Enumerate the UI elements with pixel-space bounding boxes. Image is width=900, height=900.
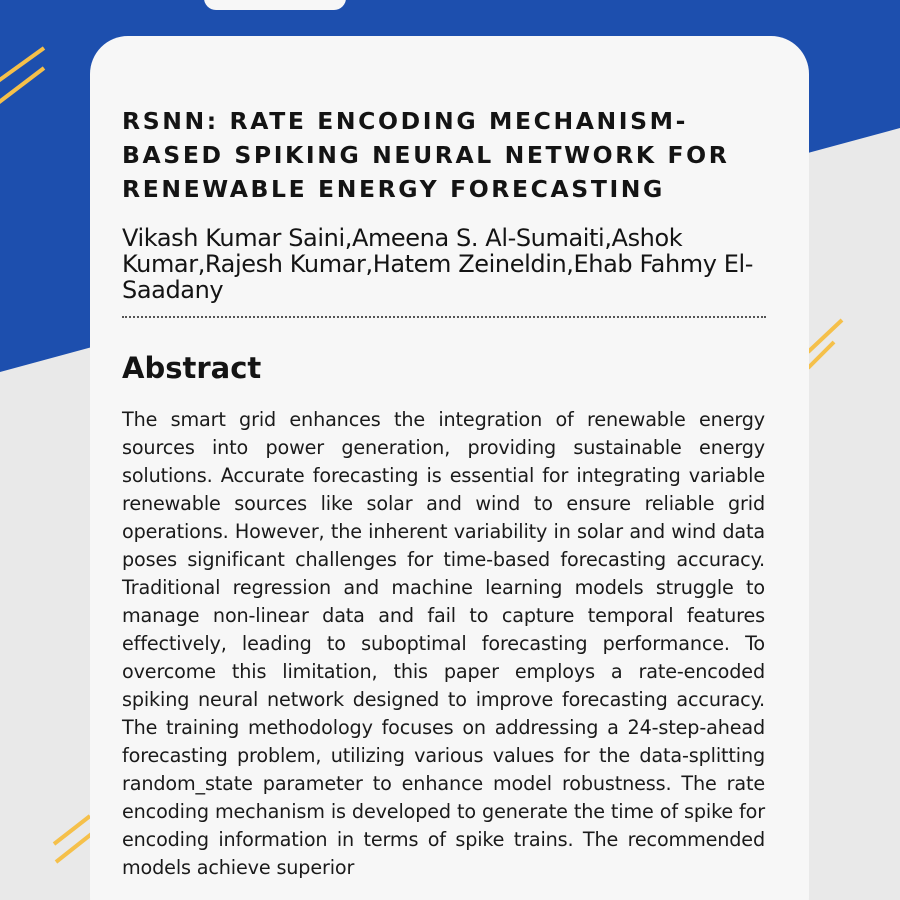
top-tab-decoration	[204, 0, 346, 10]
stripe-decoration-right	[800, 316, 860, 376]
dotted-divider	[122, 316, 766, 318]
abstract-text: The smart grid enhances the integration of renewable energy sources into power generation, providing sustainable energy solutions. Accurate forecasting is essential for integrating variable renewable sources like solar and wind to ensure reliable grid operations. However, the inherent variability in solar and wind data poses significant challenges for time-based forecasting accuracy. Traditional regression and machine learning models struggle to manage non-linear data and fail to capture temporal features effectively, leading to suboptimal forecasting performance. To overcome this limitation, this paper employs a rate-encoded spiking neural network designed to improve forecasting accuracy. The training methodology focuses on addressing a 24-step-ahead forecasting problem, utilizing various values for the data-splitting random_state parameter to enhance model robustness. The rate encoding mechanism is developed to generate the time of spike for encoding information in terms of spike trains. The recommended models achieve superior	[122, 408, 765, 879]
paper-authors: Vikash Kumar Saini,Ameena S. Al-Sumaiti,Ashok Kumar,Rajesh Kumar,Hatem Zeineldin,Ehab Fahmy El-Saadany	[122, 224, 754, 304]
abstract-heading: Abstract	[122, 351, 262, 385]
paper-title: RSNN: RATE ENCODING MECHANISM-BASED SPIKING NEURAL NETWORK FOR RENEWABLE ENERGY FORECASTING	[122, 107, 730, 203]
stripe-decoration-top-left	[0, 44, 60, 114]
